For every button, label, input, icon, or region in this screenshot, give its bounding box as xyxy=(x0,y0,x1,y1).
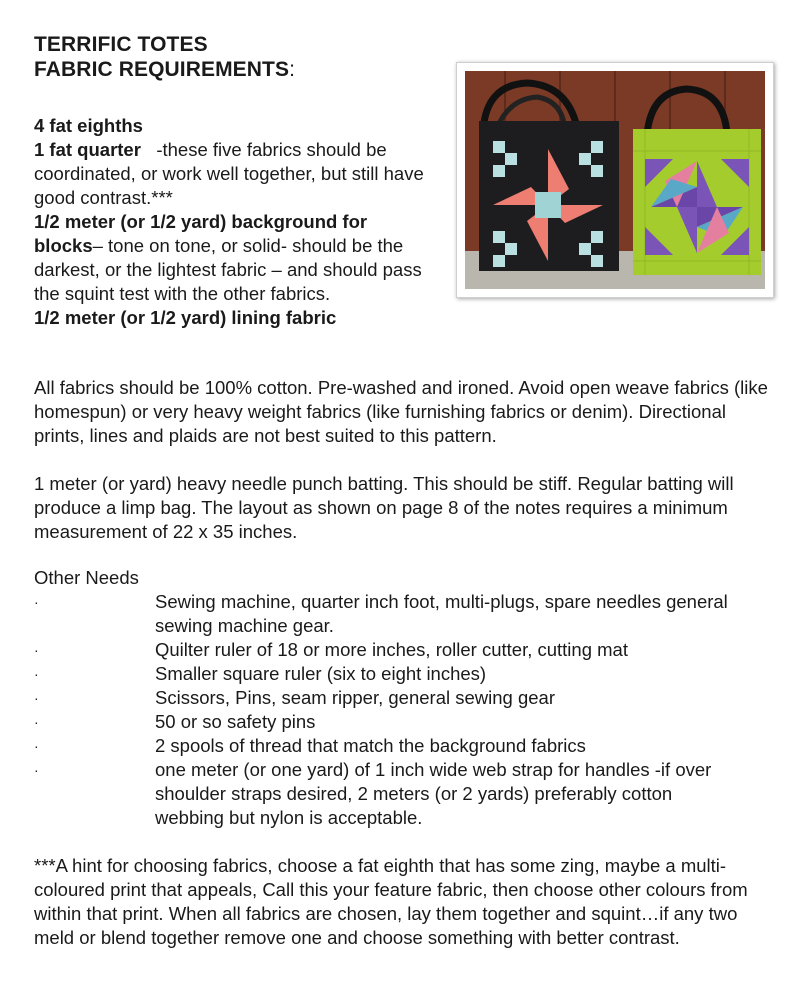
fabric-requirements xyxy=(34,114,429,330)
bullet: · xyxy=(34,642,39,658)
list-item xyxy=(34,638,774,662)
title-line-2-text: FABRIC REQUIREMENTS xyxy=(34,58,290,81)
list-item xyxy=(34,590,774,638)
req-background-note: – tone on tone, or solid- should be the darkest, or the lightest fabric – and should pass the squint test with the other fabrics. xyxy=(34,235,422,304)
req-fat-quarter-text: 1 fat quarter xyxy=(34,139,141,160)
bullet: · xyxy=(34,714,39,730)
list-item-text: Scissors, Pins, seam ripper, general sewing gear xyxy=(155,687,555,708)
batting-paragraph: 1 meter (or yard) heavy needle punch batting. This should be stiff. Regular batting will produce a limp bag. The layout as shown on page 8 of the notes requires a minimum measurement of 22 x 35 inches. xyxy=(34,473,734,542)
req-fat-eighths-text: 4 fat eighths xyxy=(34,115,143,136)
req-fat-eighths xyxy=(34,114,429,138)
list-item-text: Quilter ruler of 18 or more inches, roller cutter, cutting mat xyxy=(155,639,628,660)
title-line-2 xyxy=(34,57,295,82)
list-item xyxy=(34,686,774,710)
req-fat-quarter xyxy=(34,138,429,210)
list-item-text: one meter (or one yard) of 1 inch wide web strap for handles -if over shoulder straps desired, 2 meters (or 2 yards) preferably cotton webbing but nylon is acceptable. xyxy=(155,759,712,828)
page-title xyxy=(34,32,295,82)
list-item-text: Sewing machine, quarter inch foot, multi-plugs, spare needles general sewing machine gear. xyxy=(155,591,728,636)
req-lining-text: 1/2 meter (or 1/2 yard) lining fabric xyxy=(34,307,337,328)
title-colon: : xyxy=(289,58,296,81)
tote-bags-photo xyxy=(456,62,774,298)
title-line-1: TERRIFIC TOTES xyxy=(34,33,208,56)
bullet: · xyxy=(34,690,39,706)
req-lining xyxy=(34,306,429,330)
list-item-text: 50 or so safety pins xyxy=(155,711,316,732)
list-item xyxy=(34,734,774,758)
list-item xyxy=(34,662,774,686)
list-item xyxy=(34,710,774,734)
req-background-text: 1/2 meter (or 1/2 yard) background for blocks xyxy=(34,211,368,256)
list-item-text: 2 spools of thread that match the background fabrics xyxy=(155,735,586,756)
other-needs-heading: Other Needs xyxy=(34,567,139,588)
tote-bags-image xyxy=(465,71,765,289)
bullet: · xyxy=(34,666,39,682)
bullet: · xyxy=(34,762,39,778)
list-item-text: Smaller square ruler (six to eight inches) xyxy=(155,663,487,684)
bullet: · xyxy=(34,594,39,610)
hint-paragraph: ***A hint for choosing fabrics, choose a fat eighth that has some zing, maybe a multi-coloured print that appeals, Call this your feature fabric, then choose other colours from within that print. When all fabrics are chosen, lay them together and squint…if any two meld or blend together remove one and choose something with better contrast. xyxy=(34,855,748,948)
list-item xyxy=(34,758,774,830)
cotton-paragraph: All fabrics should be 100% cotton. Pre-washed and ironed. Avoid open weave fabrics (like homespun) or very heavy weight fabrics (like furnishing fabrics or denim). Directional prints, lines and plaids are not best suited to this pattern. xyxy=(34,377,768,446)
other-needs-list xyxy=(34,590,774,830)
req-background xyxy=(34,210,429,306)
left-bag-center xyxy=(535,192,561,218)
bullet: · xyxy=(34,738,39,754)
req-fat-quarter-note: -these five fabrics should be coordinated, or work well together, but still have good contrast.*** xyxy=(34,139,429,208)
